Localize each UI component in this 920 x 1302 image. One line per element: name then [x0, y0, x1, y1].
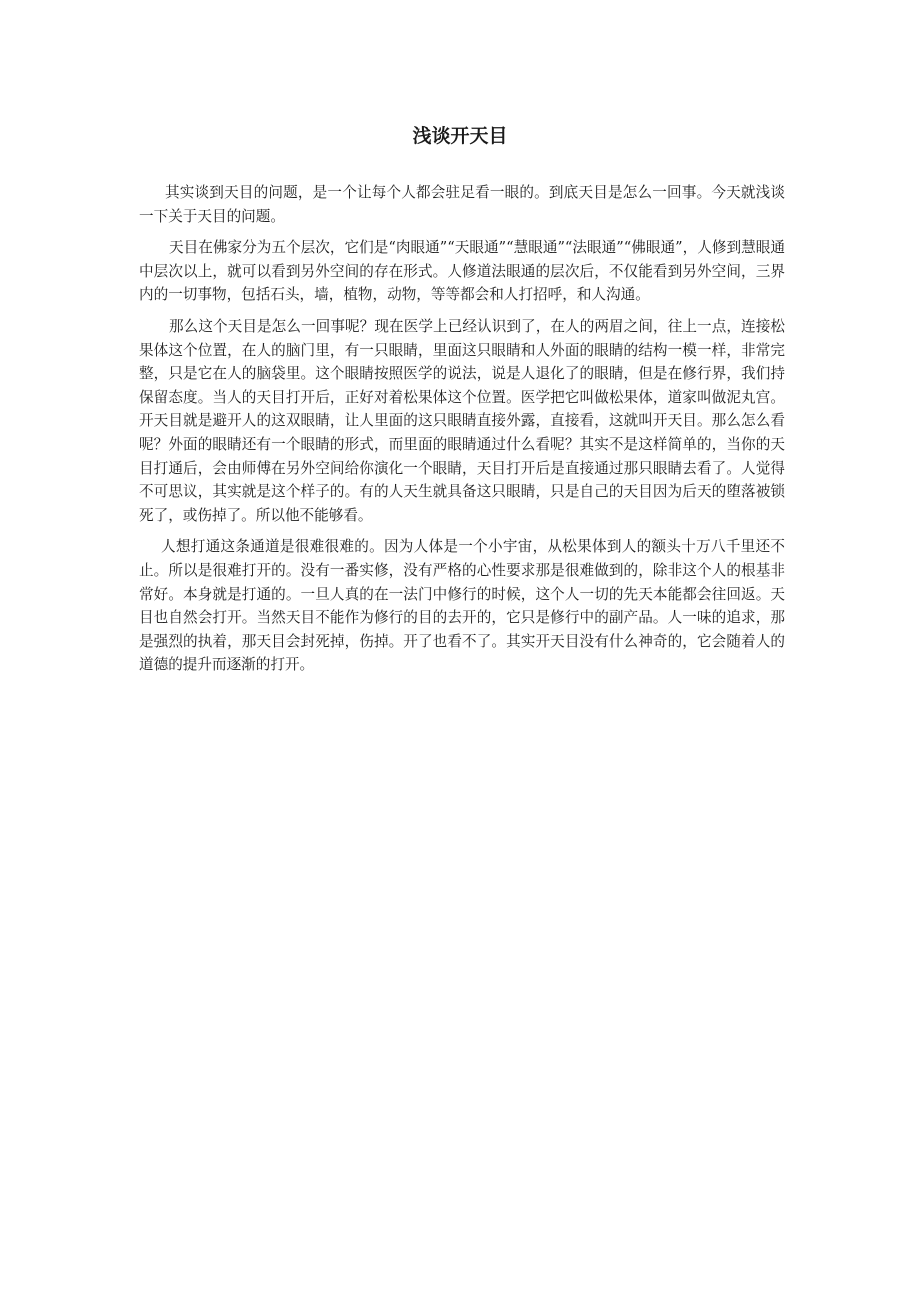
- document-body: [139, 181, 785, 685]
- paragraph-2: 天目在佛家分为五个层次，它们是“肉眼通”“天眼通”“慧眼通”“法眼通”“佛眼通”，人修到慧眼通中层次以上，就可以看到另外空间的存在形式。人修道法眼通的层次后，不仅能看到另外空间，三界内的一切事物，包括石头，墙，植物，动物，等等都会和人打招呼，和人沟通。: [139, 239, 785, 304]
- paragraph-4: 人想打通这条通道是很难很难的。因为人体是一个小宇宙，从松果体到人的额头十万八千里还不止。所以是很难打开的。没有一番实修，没有严格的心性要求那是很难做到的，除非这个人的根基非常好。本身就是打通的。一旦人真的在一法门中修行的时候，这个人一切的先天本能都会往回返。天目也自然会打开。当然天目不能作为修行的目的去开的，它只是修行中的副产品。人一味的追求，那是强烈的执着，那天目会封死掉，伤掉。开了也看不了。其实开天目没有什么神奇的，它会随着人的道德的提升而逐渐的打开。: [139, 538, 785, 674]
- document-title: 浅谈开天目: [412, 125, 508, 147]
- paragraph-3: 那么这个天目是怎么一回事呢？现在医学上已经认识到了，在人的两眉之间，往上一点，连接松果体这个位置，在人的脑门里，有一只眼睛，里面这只眼睛和人外面的眼睛的结构一模一样，非常完整，只是它在人的脑袋里。这个眼睛按照医学的说法，说是人退化了的眼睛，但是在修行界，我们持保留态度。当人的天目打开后，正好对着松果体这个位置。医学把它叫做松果体，道家叫做泥丸宫。开天目就是避开人的这双眼睛，让人里面的这只眼睛直接外露，直接看，这就叫开天目。那么怎么看呢？外面的眼睛还有一个眼睛的形式，而里面的眼睛通过什么看呢？其实不是这样简单的，当你的天目打通后，会由师傅在另外空间给你演化一个眼睛，天目打开后是直接通过那只眼睛去看了。人觉得不可思议，其实就是这个样子的。有的人天生就具备这只眼睛，只是自己的天目因为后天的堕落被锁死了，或伤掉了。所以他不能够看。: [139, 317, 785, 524]
- paragraph-1: 其实谈到天目的问题，是一个让每个人都会驻足看一眼的。到底天目是怎么一回事。今天就浅谈一下关于天目的问题。: [139, 184, 785, 225]
